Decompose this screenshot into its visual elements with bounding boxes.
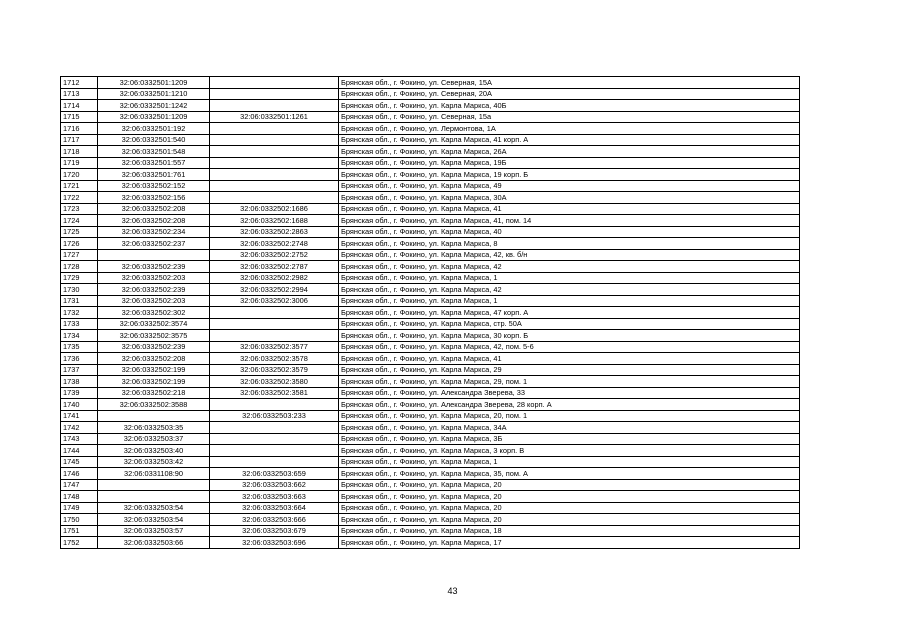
table-row — [61, 318, 800, 330]
table-row — [61, 307, 800, 319]
row-number-cell: 1719 — [61, 157, 98, 169]
building-cadastral-number-cell — [210, 192, 339, 204]
land-cadastral-number-cell: 32:06:0332502:152 — [98, 180, 210, 192]
row-number-cell: 1717 — [61, 134, 98, 146]
building-cadastral-number-cell: 32:06:0332502:2863 — [210, 226, 339, 238]
address-cell: Брянская обл., г. Фокино, ул. Карла Маркса, 41 — [339, 203, 800, 215]
row-number-cell: 1727 — [61, 249, 98, 261]
land-cadastral-number-cell: 32:06:0332502:199 — [98, 376, 210, 388]
table-row — [61, 422, 800, 434]
page-number: 43 — [447, 586, 458, 596]
building-cadastral-number-cell — [210, 134, 339, 146]
land-cadastral-number-cell: 32:06:0332501:1210 — [98, 88, 210, 100]
table-row — [61, 537, 800, 549]
building-cadastral-number-cell: 32:06:0332502:1686 — [210, 203, 339, 215]
table-row — [61, 77, 800, 89]
row-number-cell: 1715 — [61, 111, 98, 123]
land-cadastral-number-cell: 32:06:0332503:54 — [98, 514, 210, 526]
land-cadastral-number-cell: 32:06:0332502:302 — [98, 307, 210, 319]
address-cell: Брянская обл., г. Фокино, ул. Карла Маркса, 20 — [339, 479, 800, 491]
address-cell: Брянская обл., г. Фокино, ул. Карла Маркса, стр. 50А — [339, 318, 800, 330]
row-number-cell: 1725 — [61, 226, 98, 238]
land-cadastral-number-cell: 32:06:0332501:557 — [98, 157, 210, 169]
building-cadastral-number-cell — [210, 422, 339, 434]
address-cell: Брянская обл., г. Фокино, ул. Карла Маркса, 30 корп. Б — [339, 330, 800, 342]
table-row — [61, 387, 800, 399]
row-number-cell: 1721 — [61, 180, 98, 192]
table-row — [61, 295, 800, 307]
table-row — [61, 502, 800, 514]
address-cell: Брянская обл., г. Фокино, ул. Карла Маркса, 41 корп. А — [339, 134, 800, 146]
row-number-cell: 1712 — [61, 77, 98, 89]
building-cadastral-number-cell — [210, 157, 339, 169]
building-cadastral-number-cell: 32:06:0332502:3580 — [210, 376, 339, 388]
table-row — [61, 169, 800, 181]
address-cell: Брянская обл., г. Фокино, ул. Александра Зверева, 28 корп. А — [339, 399, 800, 411]
registry-table-body — [61, 77, 800, 549]
table-row — [61, 399, 800, 411]
address-cell: Брянская обл., г. Фокино, ул. Карла Маркса, 41 — [339, 353, 800, 365]
table-row — [61, 203, 800, 215]
row-number-cell: 1728 — [61, 261, 98, 273]
building-cadastral-number-cell: 32:06:0332501:1261 — [210, 111, 339, 123]
land-cadastral-number-cell: 32:06:0332502:203 — [98, 272, 210, 284]
address-cell: Брянская обл., г. Фокино, ул. Карла Маркса, 42 — [339, 284, 800, 296]
land-cadastral-number-cell: 32:06:0332503:66 — [98, 537, 210, 549]
building-cadastral-number-cell: 32:06:0332503:663 — [210, 491, 339, 503]
land-cadastral-number-cell: 32:06:0331108:90 — [98, 468, 210, 480]
row-number-cell: 1745 — [61, 456, 98, 468]
building-cadastral-number-cell — [210, 180, 339, 192]
table-row — [61, 111, 800, 123]
building-cadastral-number-cell — [210, 433, 339, 445]
row-number-cell: 1742 — [61, 422, 98, 434]
table-row — [61, 376, 800, 388]
table-row — [61, 525, 800, 537]
land-cadastral-number-cell: 32:06:0332501:548 — [98, 146, 210, 158]
row-number-cell: 1738 — [61, 376, 98, 388]
row-number-cell: 1736 — [61, 353, 98, 365]
building-cadastral-number-cell: 32:06:0332503:662 — [210, 479, 339, 491]
address-cell: Брянская обл., г. Фокино, ул. Александра Зверева, 33 — [339, 387, 800, 399]
row-number-cell: 1735 — [61, 341, 98, 353]
building-cadastral-number-cell: 32:06:0332503:233 — [210, 410, 339, 422]
land-cadastral-number-cell: 32:06:0332502:208 — [98, 203, 210, 215]
land-cadastral-number-cell: 32:06:0332503:35 — [98, 422, 210, 434]
land-cadastral-number-cell: 32:06:0332501:1209 — [98, 111, 210, 123]
row-number-cell: 1746 — [61, 468, 98, 480]
land-cadastral-number-cell — [98, 479, 210, 491]
building-cadastral-number-cell: 32:06:0332502:3006 — [210, 295, 339, 307]
row-number-cell: 1743 — [61, 433, 98, 445]
table-row — [61, 491, 800, 503]
address-cell: Брянская обл., г. Фокино, ул. Карла Маркса, 17 — [339, 537, 800, 549]
building-cadastral-number-cell — [210, 169, 339, 181]
building-cadastral-number-cell: 32:06:0332503:664 — [210, 502, 339, 514]
address-cell: Брянская обл., г. Фокино, ул. Карла Маркса, 42 — [339, 261, 800, 273]
table-row — [61, 433, 800, 445]
land-cadastral-number-cell — [98, 249, 210, 261]
table-row — [61, 238, 800, 250]
table-row — [61, 514, 800, 526]
row-number-cell: 1740 — [61, 399, 98, 411]
table-row — [61, 215, 800, 227]
land-cadastral-number-cell: 32:06:0332503:54 — [98, 502, 210, 514]
row-number-cell: 1724 — [61, 215, 98, 227]
building-cadastral-number-cell — [210, 146, 339, 158]
table-row — [61, 192, 800, 204]
row-number-cell: 1737 — [61, 364, 98, 376]
land-cadastral-number-cell: 32:06:0332502:3588 — [98, 399, 210, 411]
address-cell: Брянская обл., г. Фокино, ул. Карла Маркса, 40Б — [339, 100, 800, 112]
land-cadastral-number-cell: 32:06:0332501:1242 — [98, 100, 210, 112]
table-row — [61, 100, 800, 112]
row-number-cell: 1722 — [61, 192, 98, 204]
building-cadastral-number-cell: 32:06:0332502:2994 — [210, 284, 339, 296]
land-cadastral-number-cell: 32:06:0332502:156 — [98, 192, 210, 204]
row-number-cell: 1734 — [61, 330, 98, 342]
building-cadastral-number-cell: 32:06:0332502:2982 — [210, 272, 339, 284]
row-number-cell: 1726 — [61, 238, 98, 250]
land-cadastral-number-cell: 32:06:0332502:237 — [98, 238, 210, 250]
row-number-cell: 1720 — [61, 169, 98, 181]
row-number-cell: 1730 — [61, 284, 98, 296]
land-cadastral-number-cell: 32:06:0332502:218 — [98, 387, 210, 399]
building-cadastral-number-cell: 32:06:0332503:679 — [210, 525, 339, 537]
row-number-cell: 1731 — [61, 295, 98, 307]
table-row — [61, 88, 800, 100]
land-cadastral-number-cell: 32:06:0332502:3575 — [98, 330, 210, 342]
address-cell: Брянская обл., г. Фокино, ул. Карла Маркса, 29 — [339, 364, 800, 376]
address-cell: Брянская обл., г. Фокино, ул. Карла Маркса, 26А — [339, 146, 800, 158]
building-cadastral-number-cell: 32:06:0332502:2752 — [210, 249, 339, 261]
table-row — [61, 330, 800, 342]
land-cadastral-number-cell: 32:06:0332503:37 — [98, 433, 210, 445]
building-cadastral-number-cell — [210, 77, 339, 89]
address-cell: Брянская обл., г. Фокино, ул. Карла Маркса, 20 — [339, 514, 800, 526]
land-cadastral-number-cell: 32:06:0332503:40 — [98, 445, 210, 457]
address-cell: Брянская обл., г. Фокино, ул. Лермонтова, 1А — [339, 123, 800, 135]
land-cadastral-number-cell: 32:06:0332503:42 — [98, 456, 210, 468]
building-cadastral-number-cell — [210, 318, 339, 330]
row-number-cell: 1748 — [61, 491, 98, 503]
row-number-cell: 1732 — [61, 307, 98, 319]
table-row — [61, 456, 800, 468]
address-cell: Брянская обл., г. Фокино, ул. Карла Маркса, 3 корп. В — [339, 445, 800, 457]
table-row — [61, 272, 800, 284]
row-number-cell: 1750 — [61, 514, 98, 526]
table-row — [61, 157, 800, 169]
row-number-cell: 1749 — [61, 502, 98, 514]
table-row — [61, 410, 800, 422]
address-cell: Брянская обл., г. Фокино, ул. Северная, 15А — [339, 77, 800, 89]
row-number-cell: 1733 — [61, 318, 98, 330]
address-cell: Брянская обл., г. Фокино, ул. Карла Маркса, 18 — [339, 525, 800, 537]
land-cadastral-number-cell: 32:06:0332502:208 — [98, 353, 210, 365]
row-number-cell: 1729 — [61, 272, 98, 284]
address-cell: Брянская обл., г. Фокино, ул. Карла Маркса, 1 — [339, 456, 800, 468]
building-cadastral-number-cell — [210, 399, 339, 411]
address-cell: Брянская обл., г. Фокино, ул. Северная, 20А — [339, 88, 800, 100]
row-number-cell: 1739 — [61, 387, 98, 399]
land-cadastral-number-cell: 32:06:0332501:192 — [98, 123, 210, 135]
address-cell: Брянская обл., г. Фокино, ул. Карла Маркса, 49 — [339, 180, 800, 192]
row-number-cell: 1747 — [61, 479, 98, 491]
table-row — [61, 249, 800, 261]
address-cell: Брянская обл., г. Фокино, ул. Карла Маркса, 42, кв. б/н — [339, 249, 800, 261]
address-cell: Брянская обл., г. Фокино, ул. Карла Маркса, 19Б — [339, 157, 800, 169]
building-cadastral-number-cell — [210, 330, 339, 342]
address-cell: Брянская обл., г. Фокино, ул. Карла Маркса, 20 — [339, 502, 800, 514]
row-number-cell: 1723 — [61, 203, 98, 215]
table-row — [61, 353, 800, 365]
address-cell: Брянская обл., г. Фокино, ул. Карла Маркса, 40 — [339, 226, 800, 238]
table-row — [61, 468, 800, 480]
address-cell: Брянская обл., г. Фокино, ул. Карла Маркса, 1 — [339, 272, 800, 284]
building-cadastral-number-cell — [210, 307, 339, 319]
land-cadastral-number-cell — [98, 410, 210, 422]
row-number-cell: 1718 — [61, 146, 98, 158]
address-cell: Брянская обл., г. Фокино, ул. Карла Маркса, 19 корп. Б — [339, 169, 800, 181]
building-cadastral-number-cell: 32:06:0332502:3577 — [210, 341, 339, 353]
table-row — [61, 284, 800, 296]
building-cadastral-number-cell: 32:06:0332502:3581 — [210, 387, 339, 399]
land-cadastral-number-cell: 32:06:0332502:239 — [98, 284, 210, 296]
row-number-cell: 1716 — [61, 123, 98, 135]
table-row — [61, 479, 800, 491]
building-cadastral-number-cell — [210, 100, 339, 112]
row-number-cell: 1752 — [61, 537, 98, 549]
registry-table — [60, 76, 800, 549]
building-cadastral-number-cell: 32:06:0332503:696 — [210, 537, 339, 549]
address-cell: Брянская обл., г. Фокино, ул. Карла Маркса, 20, пом. 1 — [339, 410, 800, 422]
building-cadastral-number-cell: 32:06:0332502:1688 — [210, 215, 339, 227]
building-cadastral-number-cell: 32:06:0332502:3578 — [210, 353, 339, 365]
table-row — [61, 364, 800, 376]
address-cell: Брянская обл., г. Фокино, ул. Карла Маркса, 1 — [339, 295, 800, 307]
table-row — [61, 146, 800, 158]
table-row — [61, 134, 800, 146]
land-cadastral-number-cell: 32:06:0332502:234 — [98, 226, 210, 238]
table-row — [61, 180, 800, 192]
address-cell: Брянская обл., г. Фокино, ул. Карла Маркса, 3Б — [339, 433, 800, 445]
building-cadastral-number-cell: 32:06:0332502:2748 — [210, 238, 339, 250]
building-cadastral-number-cell: 32:06:0332503:659 — [210, 468, 339, 480]
address-cell: Брянская обл., г. Фокино, ул. Карла Маркса, 30А — [339, 192, 800, 204]
address-cell: Брянская обл., г. Фокино, ул. Карла Маркса, 29, пом. 1 — [339, 376, 800, 388]
land-cadastral-number-cell: 32:06:0332502:3574 — [98, 318, 210, 330]
building-cadastral-number-cell: 32:06:0332502:3579 — [210, 364, 339, 376]
table-row — [61, 261, 800, 273]
address-cell: Брянская обл., г. Фокино, ул. Карла Маркса, 34А — [339, 422, 800, 434]
address-cell: Брянская обл., г. Фокино, ул. Карла Маркса, 47 корп. А — [339, 307, 800, 319]
table-row — [61, 341, 800, 353]
row-number-cell: 1714 — [61, 100, 98, 112]
table-row — [61, 226, 800, 238]
row-number-cell: 1751 — [61, 525, 98, 537]
land-cadastral-number-cell: 32:06:0332502:239 — [98, 341, 210, 353]
row-number-cell: 1713 — [61, 88, 98, 100]
building-cadastral-number-cell: 32:06:0332502:2787 — [210, 261, 339, 273]
building-cadastral-number-cell — [210, 88, 339, 100]
table-row — [61, 445, 800, 457]
land-cadastral-number-cell: 32:06:0332501:540 — [98, 134, 210, 146]
row-number-cell: 1744 — [61, 445, 98, 457]
land-cadastral-number-cell: 32:06:0332501:761 — [98, 169, 210, 181]
land-cadastral-number-cell: 32:06:0332502:203 — [98, 295, 210, 307]
address-cell: Брянская обл., г. Фокино, ул. Карла Маркса, 35, пом. А — [339, 468, 800, 480]
building-cadastral-number-cell — [210, 123, 339, 135]
land-cadastral-number-cell: 32:06:0332502:208 — [98, 215, 210, 227]
land-cadastral-number-cell: 32:06:0332502:199 — [98, 364, 210, 376]
land-cadastral-number-cell: 32:06:0332502:239 — [98, 261, 210, 273]
address-cell: Брянская обл., г. Фокино, ул. Карла Маркса, 8 — [339, 238, 800, 250]
address-cell: Брянская обл., г. Фокино, ул. Карла Маркса, 20 — [339, 491, 800, 503]
row-number-cell: 1741 — [61, 410, 98, 422]
land-cadastral-number-cell: 32:06:0332503:57 — [98, 525, 210, 537]
building-cadastral-number-cell: 32:06:0332503:666 — [210, 514, 339, 526]
land-cadastral-number-cell — [98, 491, 210, 503]
building-cadastral-number-cell — [210, 456, 339, 468]
building-cadastral-number-cell — [210, 445, 339, 457]
land-cadastral-number-cell: 32:06:0332501:1209 — [98, 77, 210, 89]
address-cell: Брянская обл., г. Фокино, ул. Карла Маркса, 41, пом. 14 — [339, 215, 800, 227]
address-cell: Брянская обл., г. Фокино, ул. Северная, 15а — [339, 111, 800, 123]
address-cell: Брянская обл., г. Фокино, ул. Карла Маркса, 42, пом. 5-6 — [339, 341, 800, 353]
table-row — [61, 123, 800, 135]
